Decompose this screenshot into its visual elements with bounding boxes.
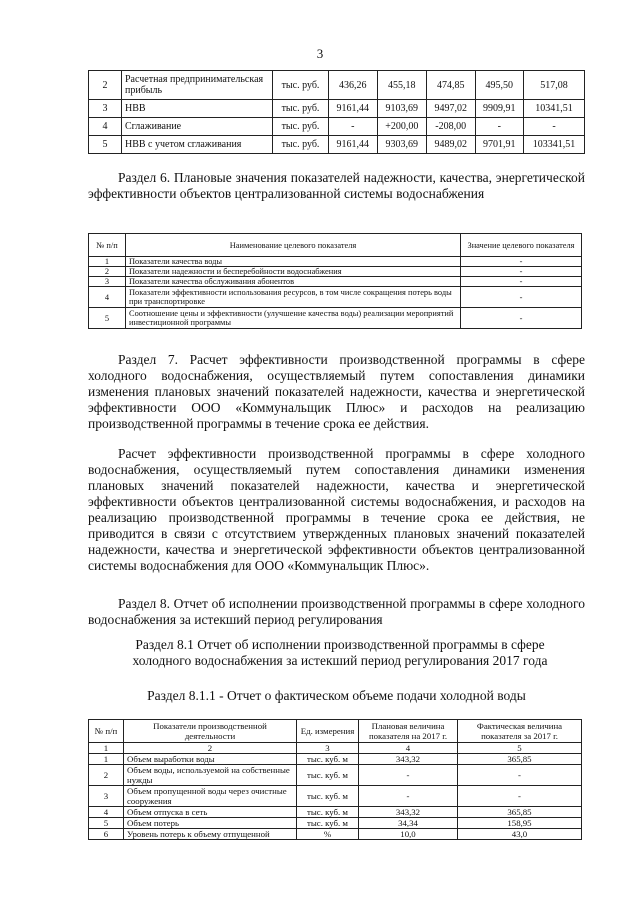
row-unit: тыс. куб. м	[297, 786, 359, 807]
row-value: -	[524, 118, 585, 136]
page-number: 3	[316, 46, 324, 61]
row-value: -208,00	[426, 118, 475, 136]
row-plan: 343,32	[359, 754, 458, 765]
row-name: Сглаживание	[122, 118, 273, 136]
header-plan: Плановая величина показателя на 2017 г.	[359, 720, 458, 743]
target-indicators-table	[88, 233, 582, 329]
section-7-title: Раздел 7. Расчет эффективности производственной программы в сфере холодного водоснабжения, осуществляемый путем сопоставления динамики изменения плановых значений показателей надежности, качества и энергетической эффективности ООО «Коммунальщик Плюс» и расходов на реализацию производственной программы в течение срока ее действия.	[88, 352, 585, 431]
row-name: Объем потерь	[124, 818, 297, 829]
row-name: Показатели качества обслуживания абонентов	[126, 277, 461, 287]
row-name: Показатели эффективности использования ресурсов, в том числе сокращения потерь воды при транспортировке	[126, 287, 461, 308]
table-row	[89, 71, 585, 100]
row-unit: тыс. куб. м	[297, 765, 359, 786]
row-value: -	[461, 267, 582, 277]
header-number: № п/п	[89, 720, 124, 743]
table-row	[89, 118, 585, 136]
row-fact: -	[458, 765, 582, 786]
row-value: -	[475, 118, 524, 136]
row-value: 9161,44	[329, 100, 378, 118]
row-name: Объем воды, используемой на собственные нужды	[124, 765, 297, 786]
table-row	[89, 818, 582, 829]
row-number: 6	[89, 829, 124, 840]
section-6-title: Раздел 6. Плановые значения показателей надежности, качества, энергетической эффективности объектов централизованной системы водоснабжения	[88, 170, 585, 201]
row-number: 4	[89, 118, 122, 136]
column-number: 2	[124, 743, 297, 754]
row-value: 9161,44	[329, 136, 378, 154]
table-row	[89, 100, 585, 118]
row-value: 103341,51	[524, 136, 585, 154]
row-plan: 10,0	[359, 829, 458, 840]
table-row	[89, 308, 582, 329]
row-plan: 343,32	[359, 807, 458, 818]
row-number: 3	[89, 277, 126, 287]
row-fact: 158,95	[458, 818, 582, 829]
row-unit: %	[297, 829, 359, 840]
table-row	[89, 136, 585, 154]
row-value: 10341,51	[524, 100, 585, 118]
row-unit: тыс. руб.	[273, 136, 329, 154]
row-number: 2	[89, 267, 126, 277]
row-value: -	[329, 118, 378, 136]
row-number: 3	[89, 100, 122, 118]
row-unit: тыс. куб. м	[297, 754, 359, 765]
section-8-title: Раздел 8. Отчет об исполнении производственной программы в сфере холодного водоснабжения за истекший период регулирования	[88, 596, 585, 627]
row-number: 1	[89, 754, 124, 765]
supply-volume-table	[88, 719, 582, 840]
row-value: -	[461, 308, 582, 329]
header-fact: Фактическая величина показателя за 2017 г.	[458, 720, 582, 743]
table-row	[89, 267, 582, 277]
row-unit: тыс. руб.	[273, 118, 329, 136]
row-name: Уровень потерь к объему отпущенной	[124, 829, 297, 840]
table-row	[89, 257, 582, 267]
row-value: 9303,69	[377, 136, 426, 154]
table-row	[89, 754, 582, 765]
row-fact: -	[458, 786, 582, 807]
row-name: Объем пропущенной воды через очистные сооружения	[124, 786, 297, 807]
column-numbers-row	[89, 743, 582, 754]
row-value: 9909,91	[475, 100, 524, 118]
header-name: Наименование целевого показателя	[126, 234, 461, 257]
row-value: +200,00	[377, 118, 426, 136]
row-fact: 365,85	[458, 807, 582, 818]
column-number: 4	[359, 743, 458, 754]
row-value: 9103,69	[377, 100, 426, 118]
row-value: -	[461, 277, 582, 287]
row-value: 517,08	[524, 71, 585, 100]
row-name: НВВ	[122, 100, 273, 118]
row-value: 495,50	[475, 71, 524, 100]
row-unit: тыс. руб.	[273, 71, 329, 100]
row-number: 4	[89, 287, 126, 308]
row-unit: тыс. куб. м	[297, 807, 359, 818]
section-8-1-1-title: Раздел 8.1.1 - Отчет о фактическом объеме подачи холодной воды	[147, 688, 526, 703]
row-number: 2	[89, 765, 124, 786]
row-number: 1	[89, 257, 126, 267]
column-number: 1	[89, 743, 124, 754]
row-number: 3	[89, 786, 124, 807]
row-plan: -	[359, 786, 458, 807]
row-name: Показатели надежности и бесперебойности водоснабжения	[126, 267, 461, 277]
row-name: Объем отпуска в сеть	[124, 807, 297, 818]
header-number: № п/п	[89, 234, 126, 257]
table-row	[89, 277, 582, 287]
row-number: 5	[89, 136, 122, 154]
table-row	[89, 829, 582, 840]
table-header-row	[89, 234, 582, 257]
row-value: -	[461, 287, 582, 308]
table-row	[89, 807, 582, 818]
row-fact: 365,85	[458, 754, 582, 765]
header-unit: Ед. измерения	[297, 720, 359, 743]
row-value: 9701,91	[475, 136, 524, 154]
row-plan: 34,34	[359, 818, 458, 829]
column-number: 3	[297, 743, 359, 754]
header-value: Значение целевого показателя	[461, 234, 582, 257]
row-value: 9497,02	[426, 100, 475, 118]
section-7-body: Расчет эффективности производственной программы в сфере холодного водоснабжения, осуществляемый путем сопоставления динамики изменения плановых значений показателей надежности, качества и энергетической эффективности объектов централизованной системы водоснабжения, и расходов на реализацию производственной программы в течение срока ее действия, не приводится в связи с отсутствием утвержденных плановых значений показателей надежности, качества и энергетической эффективности объектов централизованной системы водоснабжения для ООО «Коммунальщик Плюс».	[88, 446, 585, 573]
table-row	[89, 287, 582, 308]
row-value: 455,18	[377, 71, 426, 100]
header-name: Показатели производственной деятельности	[124, 720, 297, 743]
row-name: Показатели качества воды	[126, 257, 461, 267]
row-number: 2	[89, 71, 122, 100]
row-number: 4	[89, 807, 124, 818]
section-8-1-title: Раздел 8.1 Отчет об исполнении производственной программы в сфере холодного водоснабжения за истекший период регулирования 2017 года	[132, 637, 548, 668]
row-plan: -	[359, 765, 458, 786]
row-name: Объем выработки воды	[124, 754, 297, 765]
row-number: 5	[89, 308, 126, 329]
row-value: 9489,02	[426, 136, 475, 154]
row-fact: 43,0	[458, 829, 582, 840]
row-number: 5	[89, 818, 124, 829]
row-unit: тыс. куб. м	[297, 818, 359, 829]
table-row	[89, 765, 582, 786]
table-row	[89, 786, 582, 807]
row-value: 474,85	[426, 71, 475, 100]
column-number: 5	[458, 743, 582, 754]
row-value: 436,26	[329, 71, 378, 100]
row-unit: тыс. руб.	[273, 100, 329, 118]
row-name: НВВ с учетом сглаживания	[122, 136, 273, 154]
row-name: Расчетная предпринимательская прибыль	[122, 71, 273, 100]
row-value: -	[461, 257, 582, 267]
financial-table	[88, 70, 585, 154]
table-header-row	[89, 720, 582, 743]
row-name: Соотношение цены и эффективности (улучшение качества воды) реализации мероприятий инвестиционной программы	[126, 308, 461, 329]
